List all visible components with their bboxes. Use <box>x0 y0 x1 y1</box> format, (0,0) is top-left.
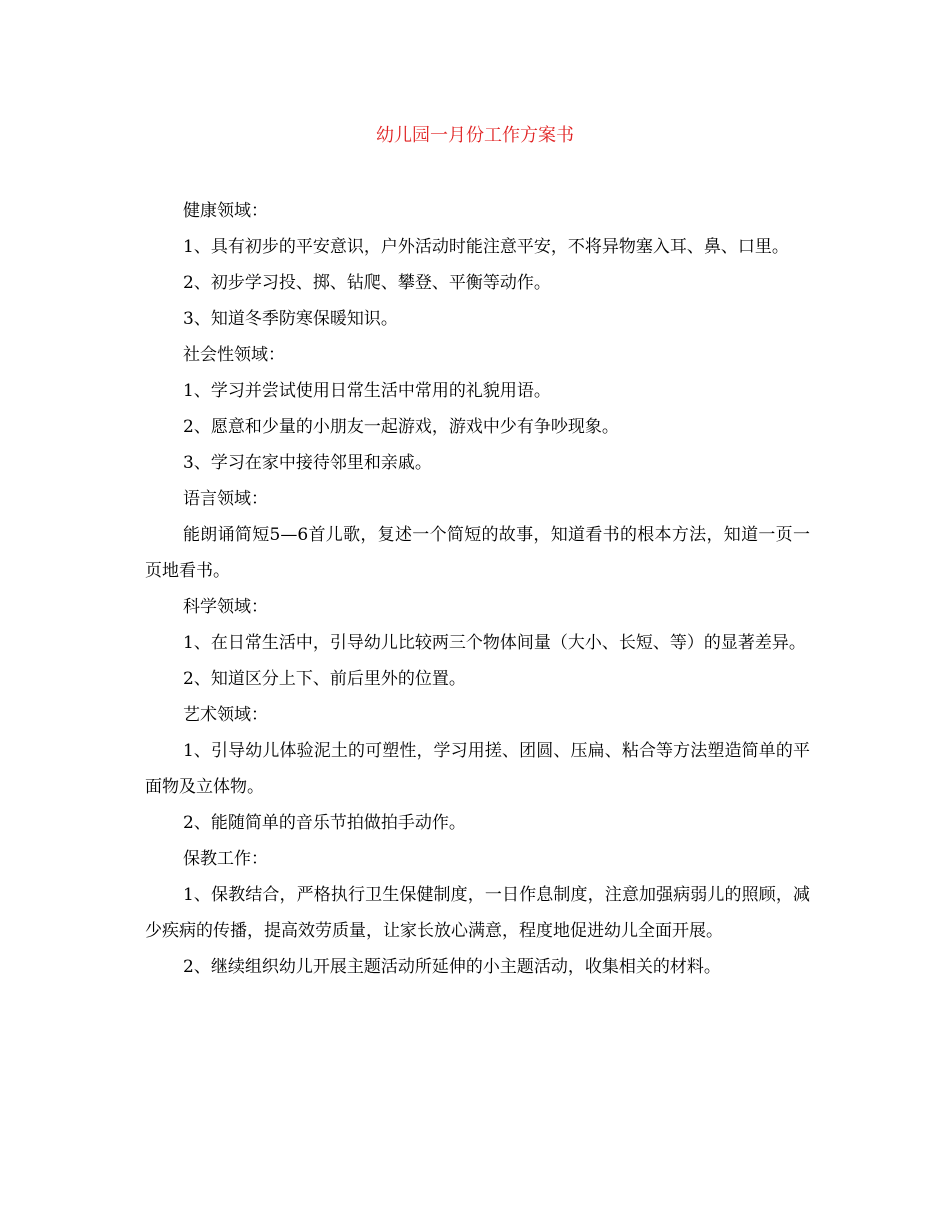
paragraph-health-1: 1、具有初步的平安意识，户外活动时能注意平安，不将异物塞入耳、鼻、口里。 <box>183 237 789 257</box>
section-heading-language: 语言领域： <box>183 489 268 509</box>
paragraph-science-2: 2、知道区分上下、前后里外的位置。 <box>183 669 466 689</box>
paragraph-art-1: 1、引导幼儿体验泥土的可塑性，学习用搓、团圆、压扁、粘合等方法塑造简单的平面物及立体物。 <box>145 741 810 797</box>
paragraph-care-2: 2、继续组织幼儿开展主题活动所延伸的小主题活动，收集相关的材料。 <box>183 957 721 977</box>
document-body <box>145 193 810 985</box>
document-title: 幼儿园一月份工作方案书 <box>376 125 574 146</box>
section-heading-health: 健康领域： <box>183 201 268 221</box>
section-heading-social: 社会性领域： <box>183 345 285 365</box>
paragraph-health-3: 3、知道冬季防寒保暖知识。 <box>183 309 398 329</box>
paragraph-health-2: 2、初步学习投、掷、钻爬、攀登、平衡等动作。 <box>183 273 551 293</box>
paragraph-science-1: 1、在日常生活中，引导幼儿比较两三个物体间量（大小、长短、等）的显著差异。 <box>183 633 806 653</box>
paragraph-art-2: 2、能随简单的音乐节拍做拍手动作。 <box>183 813 466 833</box>
section-heading-science: 科学领域： <box>183 597 268 617</box>
paragraph-care-1: 1、保教结合，严格执行卫生保健制度，一日作息制度，注意加强病弱儿的照顾，减少疾病的传播，提高效劳质量，让家长放心满意，程度地促进幼儿全面开展。 <box>145 885 810 941</box>
paragraph-social-2: 2、愿意和少量的小朋友一起游戏，游戏中少有争吵现象。 <box>183 417 619 437</box>
section-heading-care: 保教工作： <box>183 849 268 869</box>
paragraph-social-3: 3、学习在家中接待邻里和亲戚。 <box>183 453 432 473</box>
section-heading-art: 艺术领域： <box>183 705 268 725</box>
paragraph-social-1: 1、学习并尝试使用日常生活中常用的礼貌用语。 <box>183 381 551 401</box>
paragraph-language-1: 能朗诵简短5—6首儿歌，复述一个简短的故事，知道看书的根本方法，知道一页一页地看书。 <box>145 525 810 581</box>
